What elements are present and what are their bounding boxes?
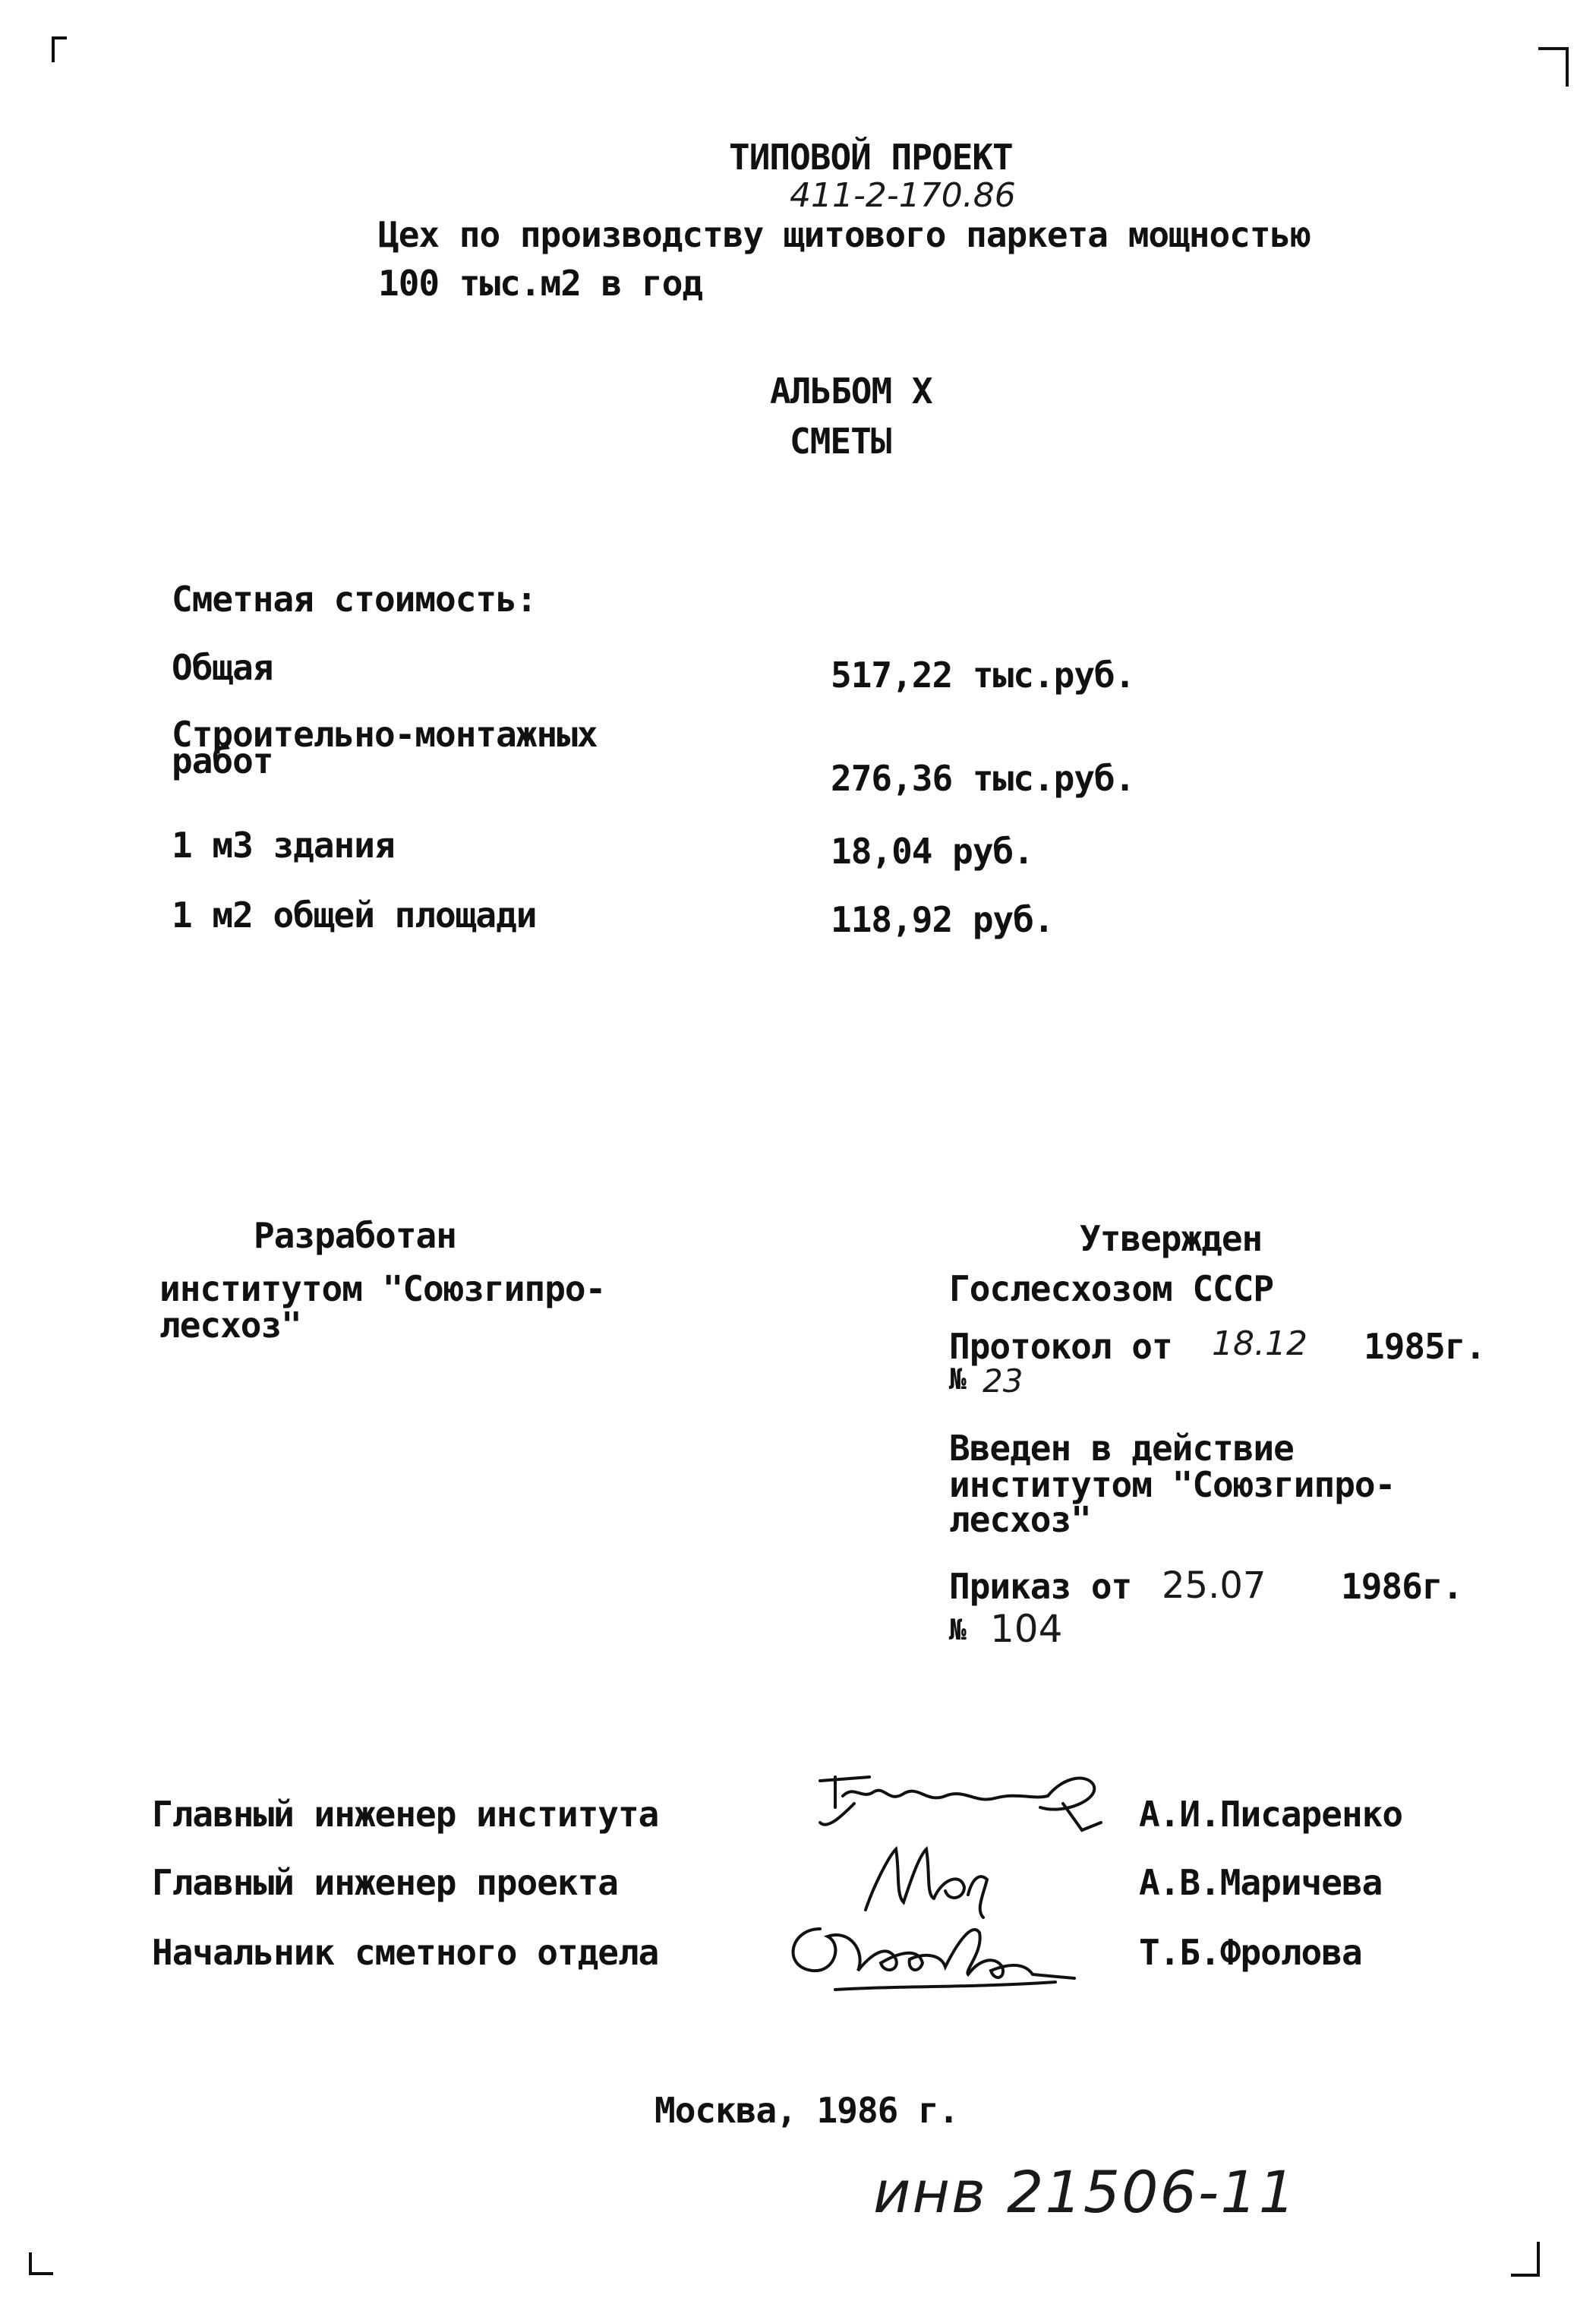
cost-value-total: 517,22 тыс.руб. <box>831 655 1135 696</box>
cost-label-m2: 1 м2 общей площади <box>172 895 537 936</box>
protocol-year: 1985г. <box>1364 1326 1486 1367</box>
inventory-number: инв 21506-11 <box>873 2158 1297 2226</box>
approved-heading: Утвержден <box>1080 1218 1263 1259</box>
album-number: АЛЬБОМ X <box>770 371 932 412</box>
cost-value-m3: 18,04 руб. <box>831 831 1033 872</box>
enacted-line-2: институтом "Союзгипро- <box>949 1464 1396 1505</box>
cost-heading: Сметная стоимость: <box>172 579 537 620</box>
signatory-role-1: Главный инженер института <box>152 1794 659 1835</box>
cost-label-construction: Строительно-монтажных работ <box>172 714 598 781</box>
protocol-no: 23 <box>983 1362 1024 1400</box>
project-number: 411-2-170.86 <box>790 176 1016 215</box>
signature-frolova <box>774 1898 1093 2005</box>
signatory-role-3: Начальник сметного отдела <box>152 1932 659 1973</box>
title-line-1: Цех по производству щитового паркета мощностью <box>378 214 1311 255</box>
order-year: 1986г. <box>1341 1566 1463 1607</box>
enacted-line-1: Введен в действие <box>949 1428 1294 1469</box>
place-date: Москва, 1986 г. <box>654 2090 959 2131</box>
corner-mark-top-left-h <box>52 36 67 39</box>
enacted-line-3: лесхоз" <box>949 1499 1091 1540</box>
cost-value-m2: 118,92 руб. <box>831 899 1054 940</box>
signatory-name-1: А.И.Писаренко <box>1139 1794 1403 1835</box>
cost-value-construction: 276,36 тыс.руб. <box>831 758 1135 799</box>
order-prefix: Приказ от <box>949 1566 1132 1607</box>
cost-label-m3: 1 м3 здания <box>172 825 395 866</box>
signatory-name-2: А.В.Маричева <box>1139 1862 1383 1903</box>
title-line-2: 100 тыс.м2 в год <box>378 263 703 304</box>
corner-mark-bottom-right-h <box>1511 2274 1540 2277</box>
corner-mark-bottom-left-h <box>29 2272 53 2275</box>
cost-label-total: Общая <box>172 647 273 688</box>
signatory-name-3: Т.Б.Фролова <box>1139 1932 1362 1973</box>
album-title: СМЕТЫ <box>790 421 891 462</box>
order-date: 25.07 <box>1162 1564 1266 1607</box>
protocol-prefix: Протокол от <box>949 1326 1172 1367</box>
signatory-role-2: Главный инженер проекта <box>152 1862 618 1903</box>
protocol-date: 18.12 <box>1212 1324 1307 1363</box>
corner-mark-top-left <box>52 36 55 62</box>
corner-mark-top-right <box>1566 47 1569 87</box>
developed-heading: Разработан <box>254 1215 456 1256</box>
approved-by: Гослесхозом СССР <box>949 1268 1274 1309</box>
order-no-prefix: № <box>949 1613 966 1646</box>
order-no: 104 <box>990 1607 1063 1651</box>
protocol-no-prefix: № <box>949 1362 966 1396</box>
corner-mark-bottom-right <box>1537 2242 1540 2277</box>
developed-by-line-1: институтом "Союзгипро- <box>159 1268 606 1309</box>
developed-by-line-2: лесхоз" <box>159 1305 301 1346</box>
corner-mark-top-right-h <box>1538 47 1569 50</box>
doc-type: ТИПОВОЙ ПРОЕКТ <box>729 137 1013 178</box>
